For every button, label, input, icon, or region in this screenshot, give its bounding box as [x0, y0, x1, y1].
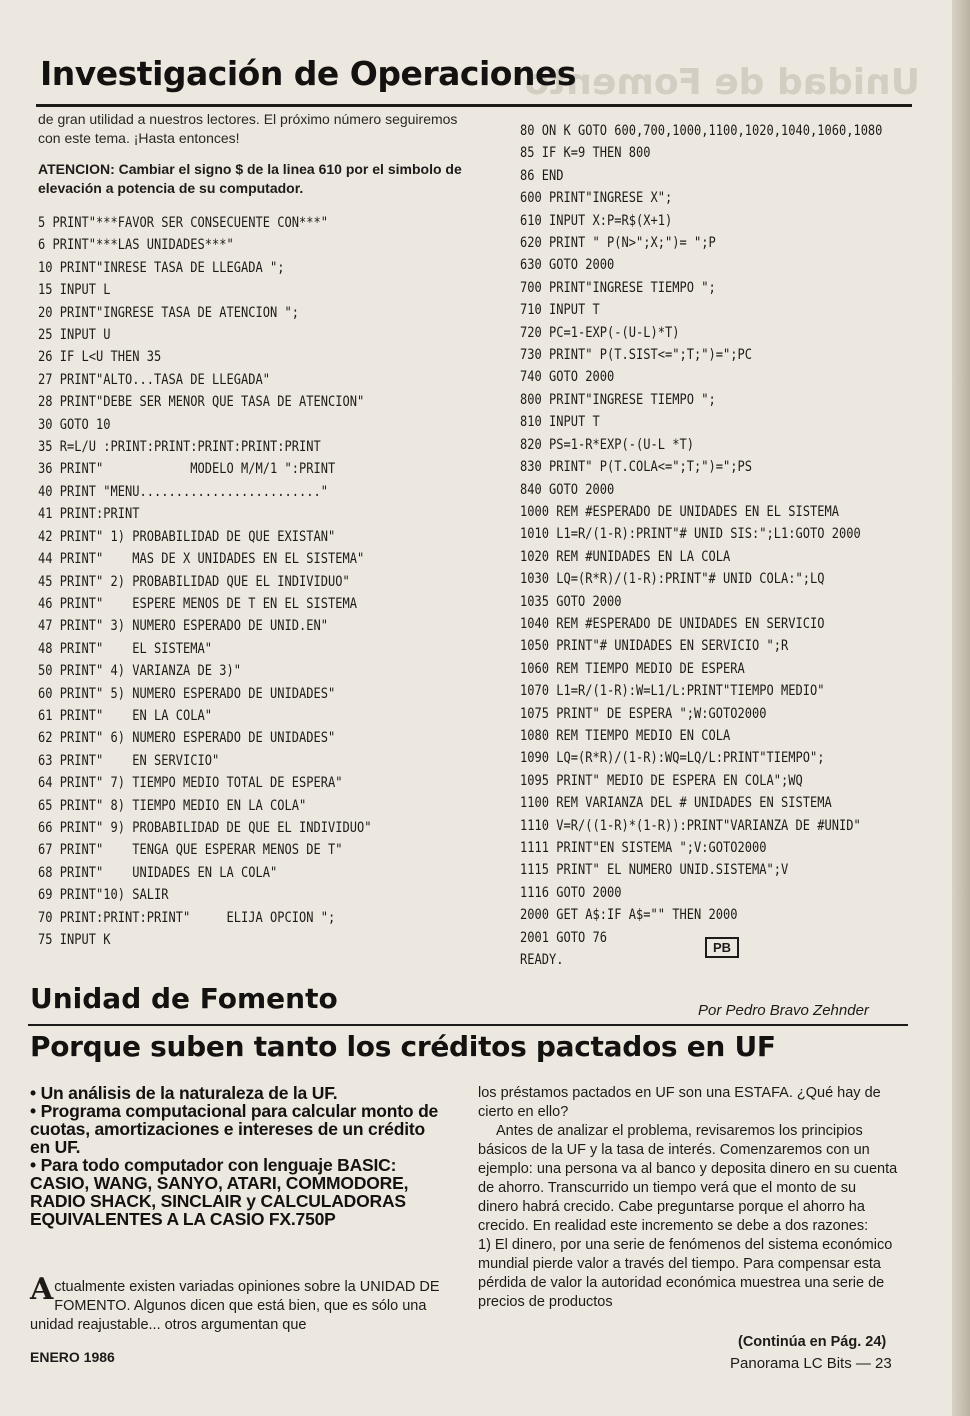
- code-line: 70 PRINT:PRINT:PRINT" ELIJA OPCION ";: [38, 909, 336, 926]
- continued-note: (Continúa en Pág. 24): [738, 1334, 887, 1350]
- code-line: 45 PRINT" 2) PROBABILIDAD QUE EL INDIVIDUO": [38, 573, 350, 590]
- left-column: [38, 110, 468, 951]
- code-line: 50 PRINT" 4) VARIANZA DE 3)": [38, 663, 241, 680]
- code-line: 1090 LQ=(R*R)/(1-R):WQ=LQ/L:PRINT"TIEMPO";: [520, 750, 825, 767]
- page-title: Investigación de Operaciones: [40, 54, 576, 93]
- body-paragraph: Antes de analizar el problema, revisaremos los principios básicos de la UF y la tasa de interés. Comenzaremos con un ejemplo: una persona va al banco y deposita dinero en su cuenta de ahorro. Transcurrido un tiempo verá que el monto de su dinero habrá crecido. Cabe preguntarse porque el ahorro ha crecido. En realidad este incremento se debe a dos razones:: [478, 1123, 898, 1234]
- pb-badge: PB: [705, 937, 739, 958]
- lead-paragraph: [30, 1272, 448, 1335]
- code-line: 810 INPUT T: [520, 414, 600, 431]
- page-footer: Panorama LC Bits — 23: [730, 1355, 892, 1372]
- page-edge: [952, 0, 970, 1416]
- section-divider: [28, 1024, 908, 1026]
- article-body: [478, 1084, 898, 1312]
- section-title: Unidad de Fomento: [30, 982, 338, 1015]
- body-paragraph: 1) El dinero, por una serie de fenómenos del sistema económico mundial pierde valor a través del tiempo. Para compensar esta pérdida de valor la autoridad económica muestrea una serie de precios de productos: [478, 1237, 893, 1310]
- code-line: 86 END: [520, 167, 564, 184]
- byline: Por Pedro Bravo Zehnder: [698, 1002, 869, 1019]
- code-line: 66 PRINT" 9) PROBABILIDAD DE QUE EL INDIVIDUO": [38, 819, 372, 836]
- code-line: 20 PRINT"INGRESE TASA DE ATENCION ";: [38, 304, 299, 321]
- code-line: 80 ON K GOTO 600,700,1000,1100,1020,1040,1060,1080: [520, 123, 883, 139]
- code-line: 75 INPUT K: [38, 932, 111, 948]
- code-line: 610 INPUT X:P=R$(X+1): [520, 212, 673, 229]
- code-line: 35 R=L/U :PRINT:PRINT:PRINT:PRINT:PRINT: [38, 439, 321, 456]
- lead-text: ctualmente existen variadas opiniones sobre la UNIDAD DE FOMENTO. Algunos dicen que está bien, que es sólo una unidad reajustable... otros argumentan que: [30, 1279, 440, 1333]
- code-line: 820 PS=1-R*EXP(-(U-L *T): [520, 436, 694, 453]
- code-line: 1070 L1=R/(1-R):W=L1/L:PRINT"TIEMPO MEDIO": [520, 683, 825, 700]
- code-line: 10 PRINT"INRESE TASA DE LLEGADA ";: [38, 259, 285, 276]
- code-line: 41 PRINT:PRINT: [38, 506, 140, 523]
- code-line: 1050 PRINT"# UNIDADES EN SERVICIO ";R: [520, 638, 789, 655]
- code-line: 1080 REM TIEMPO MEDIO EN COLA: [520, 727, 731, 744]
- code-line: 1010 L1=R/(1-R):PRINT"# UNID SIS:";L1:GOTO 2000: [520, 526, 861, 543]
- code-line: 28 PRINT"DEBE SER MENOR QUE TASA DE ATENCION": [38, 394, 365, 411]
- code-line: 700 PRINT"INGRESE TIEMPO ";: [520, 279, 716, 296]
- issue-date: ENERO 1986: [30, 1349, 115, 1365]
- basic-listing-left: [38, 212, 408, 951]
- intro-paragraph: de gran utilidad a nuestros lectores. El próximo número seguiremos con este tema. ¡Hasta entonces!: [38, 111, 458, 146]
- code-line: 5 PRINT"***FAVOR SER CONSECUENTE CON***": [38, 215, 328, 231]
- highlight-item: • Programa computacional para calcular monto de cuotas, amortizaciones e intereses de un crédito en UF.: [30, 1101, 439, 1157]
- code-line: 85 IF K=9 THEN 800: [520, 145, 651, 162]
- highlight-item: • Para todo computador con lenguaje BASIC: CASIO, WANG, SANYO, ATARI, COMMODORE, RADIO SHACK, SINCLAIR y CALCULADORAS EQUIVALENTES A LA CASIO FX.750P: [30, 1155, 409, 1229]
- code-line: 36 PRINT" MODELO M/M/1 ":PRINT: [38, 461, 336, 478]
- drop-cap: A: [30, 1272, 54, 1307]
- code-line: 1095 PRINT" MEDIO DE ESPERA EN COLA";WQ: [520, 772, 803, 789]
- header-divider: [36, 104, 912, 107]
- code-line: 1115 PRINT" EL NUMERO UNID.SISTEMA";V: [520, 862, 789, 879]
- code-line: 1111 PRINT"EN SISTEMA ";V:GOTO2000: [520, 840, 767, 856]
- code-line: 26 IF L<U THEN 35: [38, 349, 162, 366]
- code-line: 69 PRINT"10) SALIR: [38, 887, 169, 904]
- attention-note: ATENCION: Cambiar el signo $ de la linea 610 por el simbolo de elevación a potencia de su computador.: [38, 161, 462, 196]
- code-line: 46 PRINT" ESPERE MENOS DE T EN EL SISTEMA: [38, 595, 357, 612]
- code-line: 1116 GOTO 2000: [520, 884, 622, 901]
- code-line: READY.: [520, 952, 564, 969]
- code-line: 1060 REM TIEMPO MEDIO DE ESPERA: [520, 660, 745, 677]
- bleed-through-text: Unidad de Fomento: [524, 62, 920, 103]
- code-line: 63 PRINT" EN SERVICIO": [38, 752, 220, 769]
- code-line: 68 PRINT" UNIDADES EN LA COLA": [38, 864, 278, 881]
- highlight-item: • Un análisis de la naturaleza de la UF.: [30, 1083, 338, 1103]
- code-line: 620 PRINT " P(N>";X;")= ";P: [520, 235, 716, 252]
- article-highlights: [30, 1084, 446, 1228]
- code-line: 67 PRINT" TENGA QUE ESPERAR MENOS DE T": [38, 842, 343, 859]
- code-line: 42 PRINT" 1) PROBABILIDAD DE QUE EXISTAN": [38, 528, 336, 545]
- code-line: 830 PRINT" P(T.COLA<=";T;")=";PS: [520, 459, 752, 476]
- code-line: 1030 LQ=(R*R)/(1-R):PRINT"# UNID COLA:";LQ: [520, 571, 825, 588]
- code-line: 2000 GET A$:IF A$="" THEN 2000: [520, 907, 738, 924]
- code-line: 44 PRINT" MAS DE X UNIDADES EN EL SISTEMA": [38, 551, 365, 568]
- code-line: 1000 REM #ESPERADO DE UNIDADES EN EL SISTEMA: [520, 503, 839, 520]
- code-line: 30 GOTO 10: [38, 416, 111, 433]
- code-line: 48 PRINT" EL SISTEMA": [38, 640, 212, 657]
- body-paragraph: los préstamos pactados en UF son una ESTAFA. ¿Qué hay de cierto en ello?: [478, 1085, 881, 1120]
- code-line: 630 GOTO 2000: [520, 257, 615, 274]
- code-line: 27 PRINT"ALTO...TASA DE LLEGADA": [38, 371, 270, 388]
- code-line: 1035 GOTO 2000: [520, 593, 622, 610]
- code-line: 720 PC=1-EXP(-(U-L)*T): [520, 324, 680, 341]
- code-line: 2001 GOTO 76: [520, 929, 607, 946]
- article-title: Porque suben tanto los créditos pactados en UF: [30, 1030, 776, 1063]
- code-line: 64 PRINT" 7) TIEMPO MEDIO TOTAL DE ESPERA": [38, 775, 343, 792]
- code-line: 47 PRINT" 3) NUMERO ESPERADO DE UNID.EN": [38, 618, 328, 635]
- code-line: 62 PRINT" 6) NUMERO ESPERADO DE UNIDADES": [38, 730, 336, 747]
- code-line: 40 PRINT "MENU.........................": [38, 483, 328, 500]
- basic-listing-right: [520, 120, 883, 971]
- code-line: 1110 V=R/((1-R)*(1-R)):PRINT"VARIANZA DE #UNID": [520, 817, 861, 834]
- code-line: 65 PRINT" 8) TIEMPO MEDIO EN LA COLA": [38, 797, 307, 814]
- code-line: 1100 REM VARIANZA DEL # UNIDADES EN SISTEMA: [520, 795, 832, 812]
- code-line: 1040 REM #ESPERADO DE UNIDADES EN SERVICIO: [520, 615, 825, 632]
- code-line: 6 PRINT"***LAS UNIDADES***": [38, 237, 234, 254]
- code-line: 600 PRINT"INGRESE X";: [520, 190, 673, 207]
- code-line: 710 INPUT T: [520, 302, 600, 319]
- code-line: 840 GOTO 2000: [520, 481, 615, 498]
- code-line: 15 INPUT L: [38, 282, 111, 299]
- code-line: 60 PRINT" 5) NUMERO ESPERADO DE UNIDADES": [38, 685, 336, 702]
- code-line: 1020 REM #UNIDADES EN LA COLA: [520, 548, 731, 565]
- code-line: 740 GOTO 2000: [520, 369, 615, 386]
- code-line: 25 INPUT U: [38, 327, 111, 344]
- code-line: 61 PRINT" EN LA COLA": [38, 707, 212, 724]
- code-line: 730 PRINT" P(T.SIST<=";T;")=";PC: [520, 347, 752, 364]
- code-line: 800 PRINT"INGRESE TIEMPO ";: [520, 391, 716, 408]
- code-line: 1075 PRINT" DE ESPERA ";W:GOTO2000: [520, 705, 767, 722]
- right-column: [520, 120, 920, 971]
